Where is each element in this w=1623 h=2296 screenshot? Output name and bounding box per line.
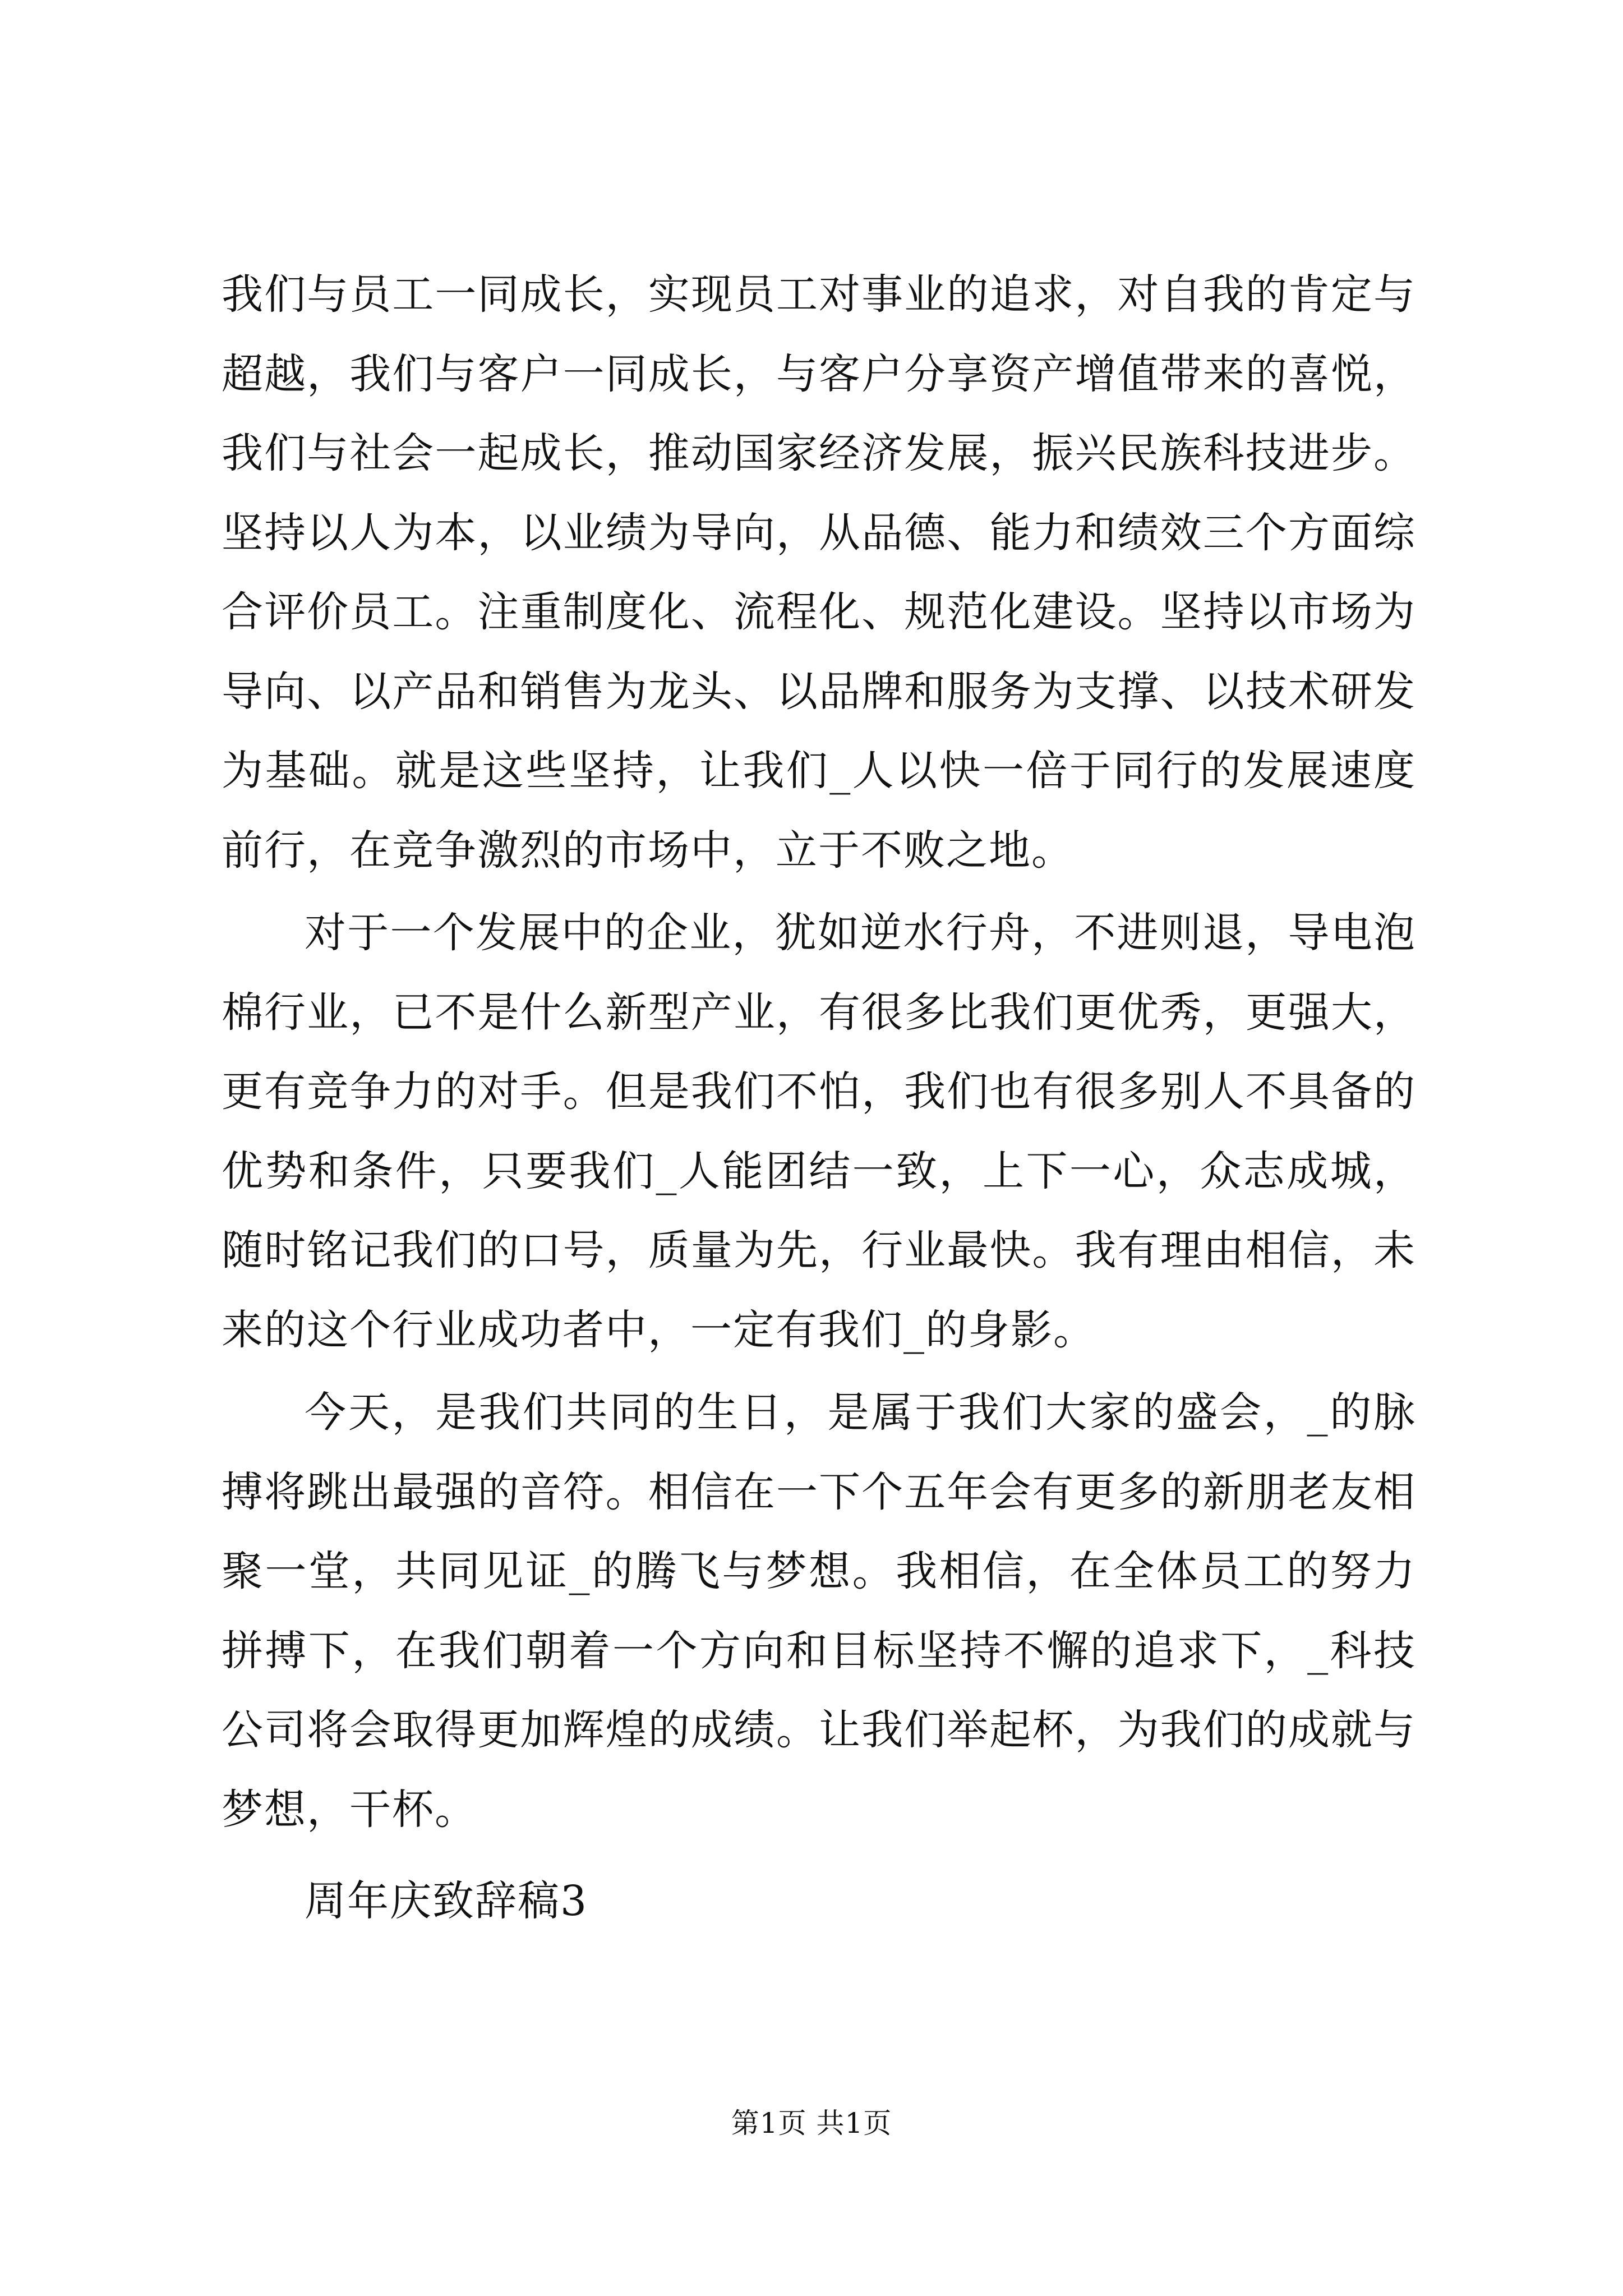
section-heading: 周年庆致辞稿3: [305, 1877, 588, 1925]
paragraph-2: 对于一个发展中的企业，犹如逆水行舟，不进则退，导电泡棉行业，已不是什么新型产业，有很多比我们更优秀，更强大，更有竞争力的对手。但是我们不怕，我们也有很多别人不具备的优势和条件，只要我们_人能团结一致，上下一心，众志成城，随时铭记我们的口号，质量为先，行业最快。我有理由相信，未来的这个行业成功者中，一定有我们_的身影。: [222, 909, 1416, 1354]
paragraph-3: 今天，是我们共同的生日，是属于我们大家的盛会，_的脉搏将跳出最强的音符。相信在一下个五年会有更多的新朋老友相聚一堂，共同见证_的腾飞与梦想。我相信，在全体员工的努力拼搏下，在我们朝着一个方向和目标坚持不懈的追求下，_科技公司将会取得更加辉煌的成绩。让我们举起杯，为我们的成就与梦想，干杯。: [222, 1388, 1416, 1834]
page-footer: 第1页 共1页: [731, 2107, 892, 2139]
paragraph-1: 我们与员工一同成长，实现员工对事业的追求，对自我的肯定与超越，我们与客户一同成长，与客户分享资产增值带来的喜悦，我们与社会一起成长，推动国家经济发展，振兴民族科技进步。坚持以人为本，以业绩为导向，从品德、能力和绩效三个方面综合评价员工。注重制度化、流程化、规范化建设。坚持以市场为导向、以产品和销售为龙头、以品牌和服务为支撑、以技术研发为基础。就是这些坚持，让我们_人以快一倍于同行的发展速度前行，在竞争激烈的市场中，立于不败之地。: [222, 270, 1416, 875]
document-body: [222, 255, 1416, 1941]
